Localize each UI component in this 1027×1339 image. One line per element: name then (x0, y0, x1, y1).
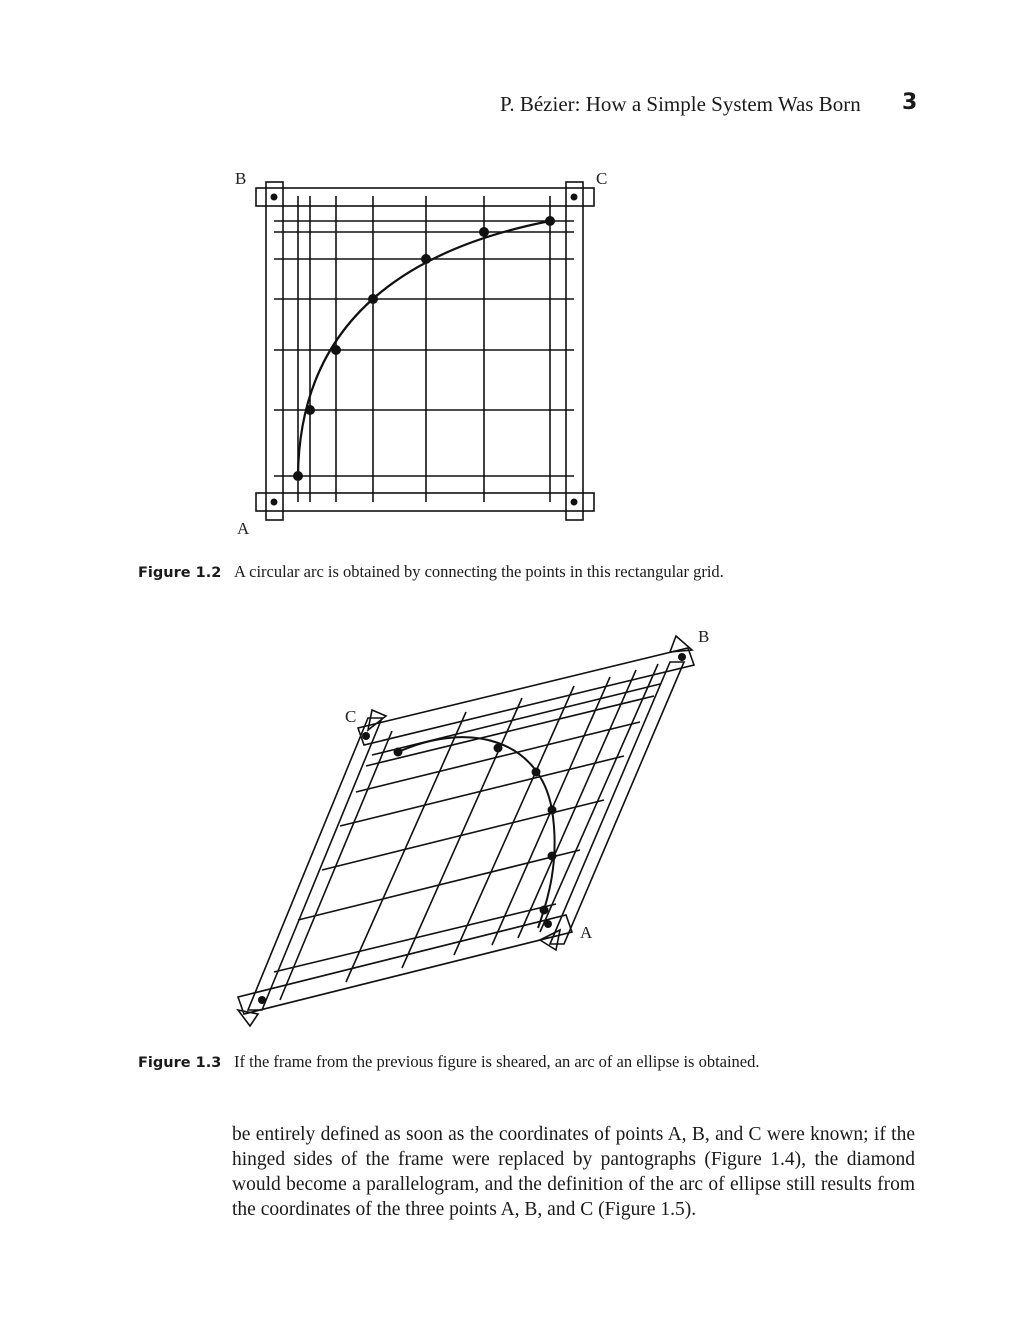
figure-1-3-diagram (238, 636, 694, 1026)
body-paragraph: be entirely defined as soon as the coordinates of points A, B, and C were known; if the hinged sides of the frame were replaced by pantographs (Figure 1.4), the diamond would become a parallelogram, and the definition of the arc of ellipse still results from the coordinates of the three points A, B, and C (Figure 1.5). (232, 1124, 915, 1220)
point-label-a: A (580, 923, 593, 942)
caption-text: If the frame from the previous figure is sheared, an arc of an ellipse is obtained. (234, 1052, 760, 1071)
point-label-b: B (698, 627, 710, 646)
frame-top-bar (256, 188, 594, 206)
grid-line (280, 731, 392, 1000)
arc-point (532, 768, 541, 777)
arc-point (548, 852, 557, 861)
pivot-dot (362, 732, 370, 740)
point-label-c: C (345, 707, 357, 726)
arc-point (545, 216, 555, 226)
point-label-c: C (596, 169, 608, 188)
pivot-dot (571, 194, 578, 201)
grid-line (402, 698, 522, 968)
grid-line (518, 670, 636, 938)
corner-tab-bottom (238, 1010, 258, 1026)
grid-line (346, 712, 466, 982)
figure-label: Figure 1.3 (138, 1055, 222, 1071)
page-number: 3 (902, 90, 918, 115)
figure-1-2-caption (138, 562, 724, 582)
arc-point (548, 806, 557, 815)
grid-line (366, 696, 654, 766)
arc-point (368, 294, 378, 304)
arc-point (421, 254, 431, 264)
arc-point (494, 744, 503, 753)
ellipse-arc (398, 737, 555, 928)
pivot-dot (271, 194, 278, 201)
frame-bottom-bar (256, 493, 594, 511)
grid-line (298, 850, 580, 920)
arc-point (394, 748, 403, 757)
point-label-a: A (237, 519, 250, 538)
pivot-dot (678, 653, 686, 661)
running-header: P. Bézier: How a Simple System Was Born (500, 92, 861, 116)
caption-text: A circular arc is obtained by connecting the points in this rectangular grid. (234, 562, 724, 581)
grid-line (340, 756, 624, 826)
pivot-dot (258, 996, 266, 1004)
figure-1-3-caption (138, 1052, 760, 1072)
corner-tab-c (368, 710, 386, 730)
pivot-dot (271, 499, 278, 506)
grid-line (322, 800, 604, 870)
arc-point (479, 227, 489, 237)
point-label-b: B (235, 169, 247, 188)
pivot-dot (544, 920, 552, 928)
figure-label: Figure 1.2 (138, 565, 222, 581)
arc-point (305, 405, 315, 415)
arc-point (293, 471, 303, 481)
arc-point (540, 906, 549, 915)
pivot-dot (571, 499, 578, 506)
grid-line (540, 664, 658, 932)
arc-point (331, 345, 341, 355)
